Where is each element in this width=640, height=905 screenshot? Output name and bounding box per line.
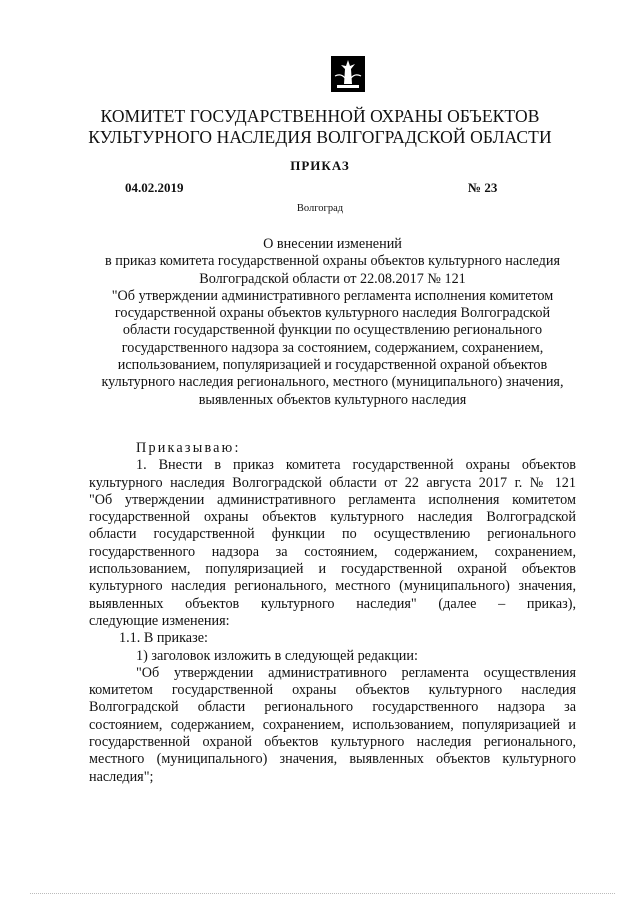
order-city: Волгоград	[296, 203, 344, 214]
committee-name	[0, 106, 640, 148]
order-title: ПРИКАЗ	[290, 158, 350, 173]
subject-line: культурного наследия регионального, местного (муниципального) значения,	[101, 374, 564, 391]
quote-line: "Об утверждении административного регламента осуществления	[136, 664, 576, 681]
subject-line: О внесении изменений	[263, 236, 402, 252]
paragraph-line: государственного надзора за состоянием, содержанием, сохранением,	[89, 543, 576, 560]
paragraph-line: следующие изменения:	[89, 612, 230, 629]
order-number: № 23	[468, 180, 498, 195]
paragraph-line: "Об утверждении административного регламента исполнения комитетом	[89, 491, 576, 508]
subject-line: использованием, популяризацией и государственной охраной объектов	[117, 357, 548, 374]
subject-line: области государственной функции по осуществлению регионального	[122, 322, 543, 339]
paragraph-line: 1. Внести в приказ комитета государственной охраны объектов	[136, 457, 576, 474]
volgograd-emblem-icon	[331, 56, 365, 92]
order-directive: Приказываю:	[136, 440, 241, 456]
committee-name-line-2: КУЛЬТУРНОГО НАСЛЕДИЯ ВОЛГОГРАДСКОЙ ОБЛАСТИ	[88, 127, 552, 147]
subject-line: государственной охраны объектов культурного наследия Волгоградской	[114, 305, 551, 322]
order-date: 04.02.2019	[125, 180, 184, 195]
quote-line: государственной охраной объектов культурного наследия регионального,	[89, 734, 576, 751]
subject-line: "Об утверждении административного регламента исполнения комитетом	[111, 287, 554, 304]
quote-line: наследия";	[89, 768, 154, 785]
subject-line: выявленных объектов культурного наследия	[198, 391, 467, 408]
subparagraph-1-1: 1.1. В приказе:	[119, 630, 208, 647]
paragraph-line: использованием, популяризацией и государственной охраной объектов	[89, 561, 576, 578]
quote-line: состоянием, содержанием, сохранением, использованием, популяризацией и	[89, 716, 576, 733]
subject-line: государственного надзора за состоянием, содержанием, сохранением,	[121, 339, 544, 356]
paragraph-line: области государственной функции по осуществлению регионального	[89, 526, 576, 543]
scan-artifact-line	[30, 893, 615, 896]
subject-line: Волгоградской области от 22.08.2017 № 121	[199, 270, 466, 287]
order-subject	[90, 236, 575, 409]
order-body	[89, 440, 576, 786]
paragraph-line: выявленных объектов культурного наследия" (далее – приказ),	[89, 595, 576, 612]
quote-line: Волгоградской области регионального государственного надзора за	[89, 699, 576, 716]
subparagraph-1: 1) заголовок изложить в следующей редакции:	[136, 647, 418, 664]
quote-line: комитетом государственной охраны объектов культурного наследия	[89, 682, 576, 699]
paragraph-line: культурного наследия Волгоградской области от 22 августа 2017 г. № 121	[89, 474, 576, 491]
paragraph-line: культурного наследия регионального, местного (муниципального) значения,	[89, 578, 576, 595]
paragraph-line: государственной охраны объектов культурного наследия Волгоградской	[89, 509, 576, 526]
subject-line: в приказ комитета государственной охраны объектов культурного наследия	[104, 253, 560, 270]
committee-name-line-1: КОМИТЕТ ГОСУДАРСТВЕННОЙ ОХРАНЫ ОБЪЕКТОВ	[100, 106, 540, 126]
quote-line: местного (муниципального) значения, выявленных объектов культурного	[89, 751, 576, 768]
